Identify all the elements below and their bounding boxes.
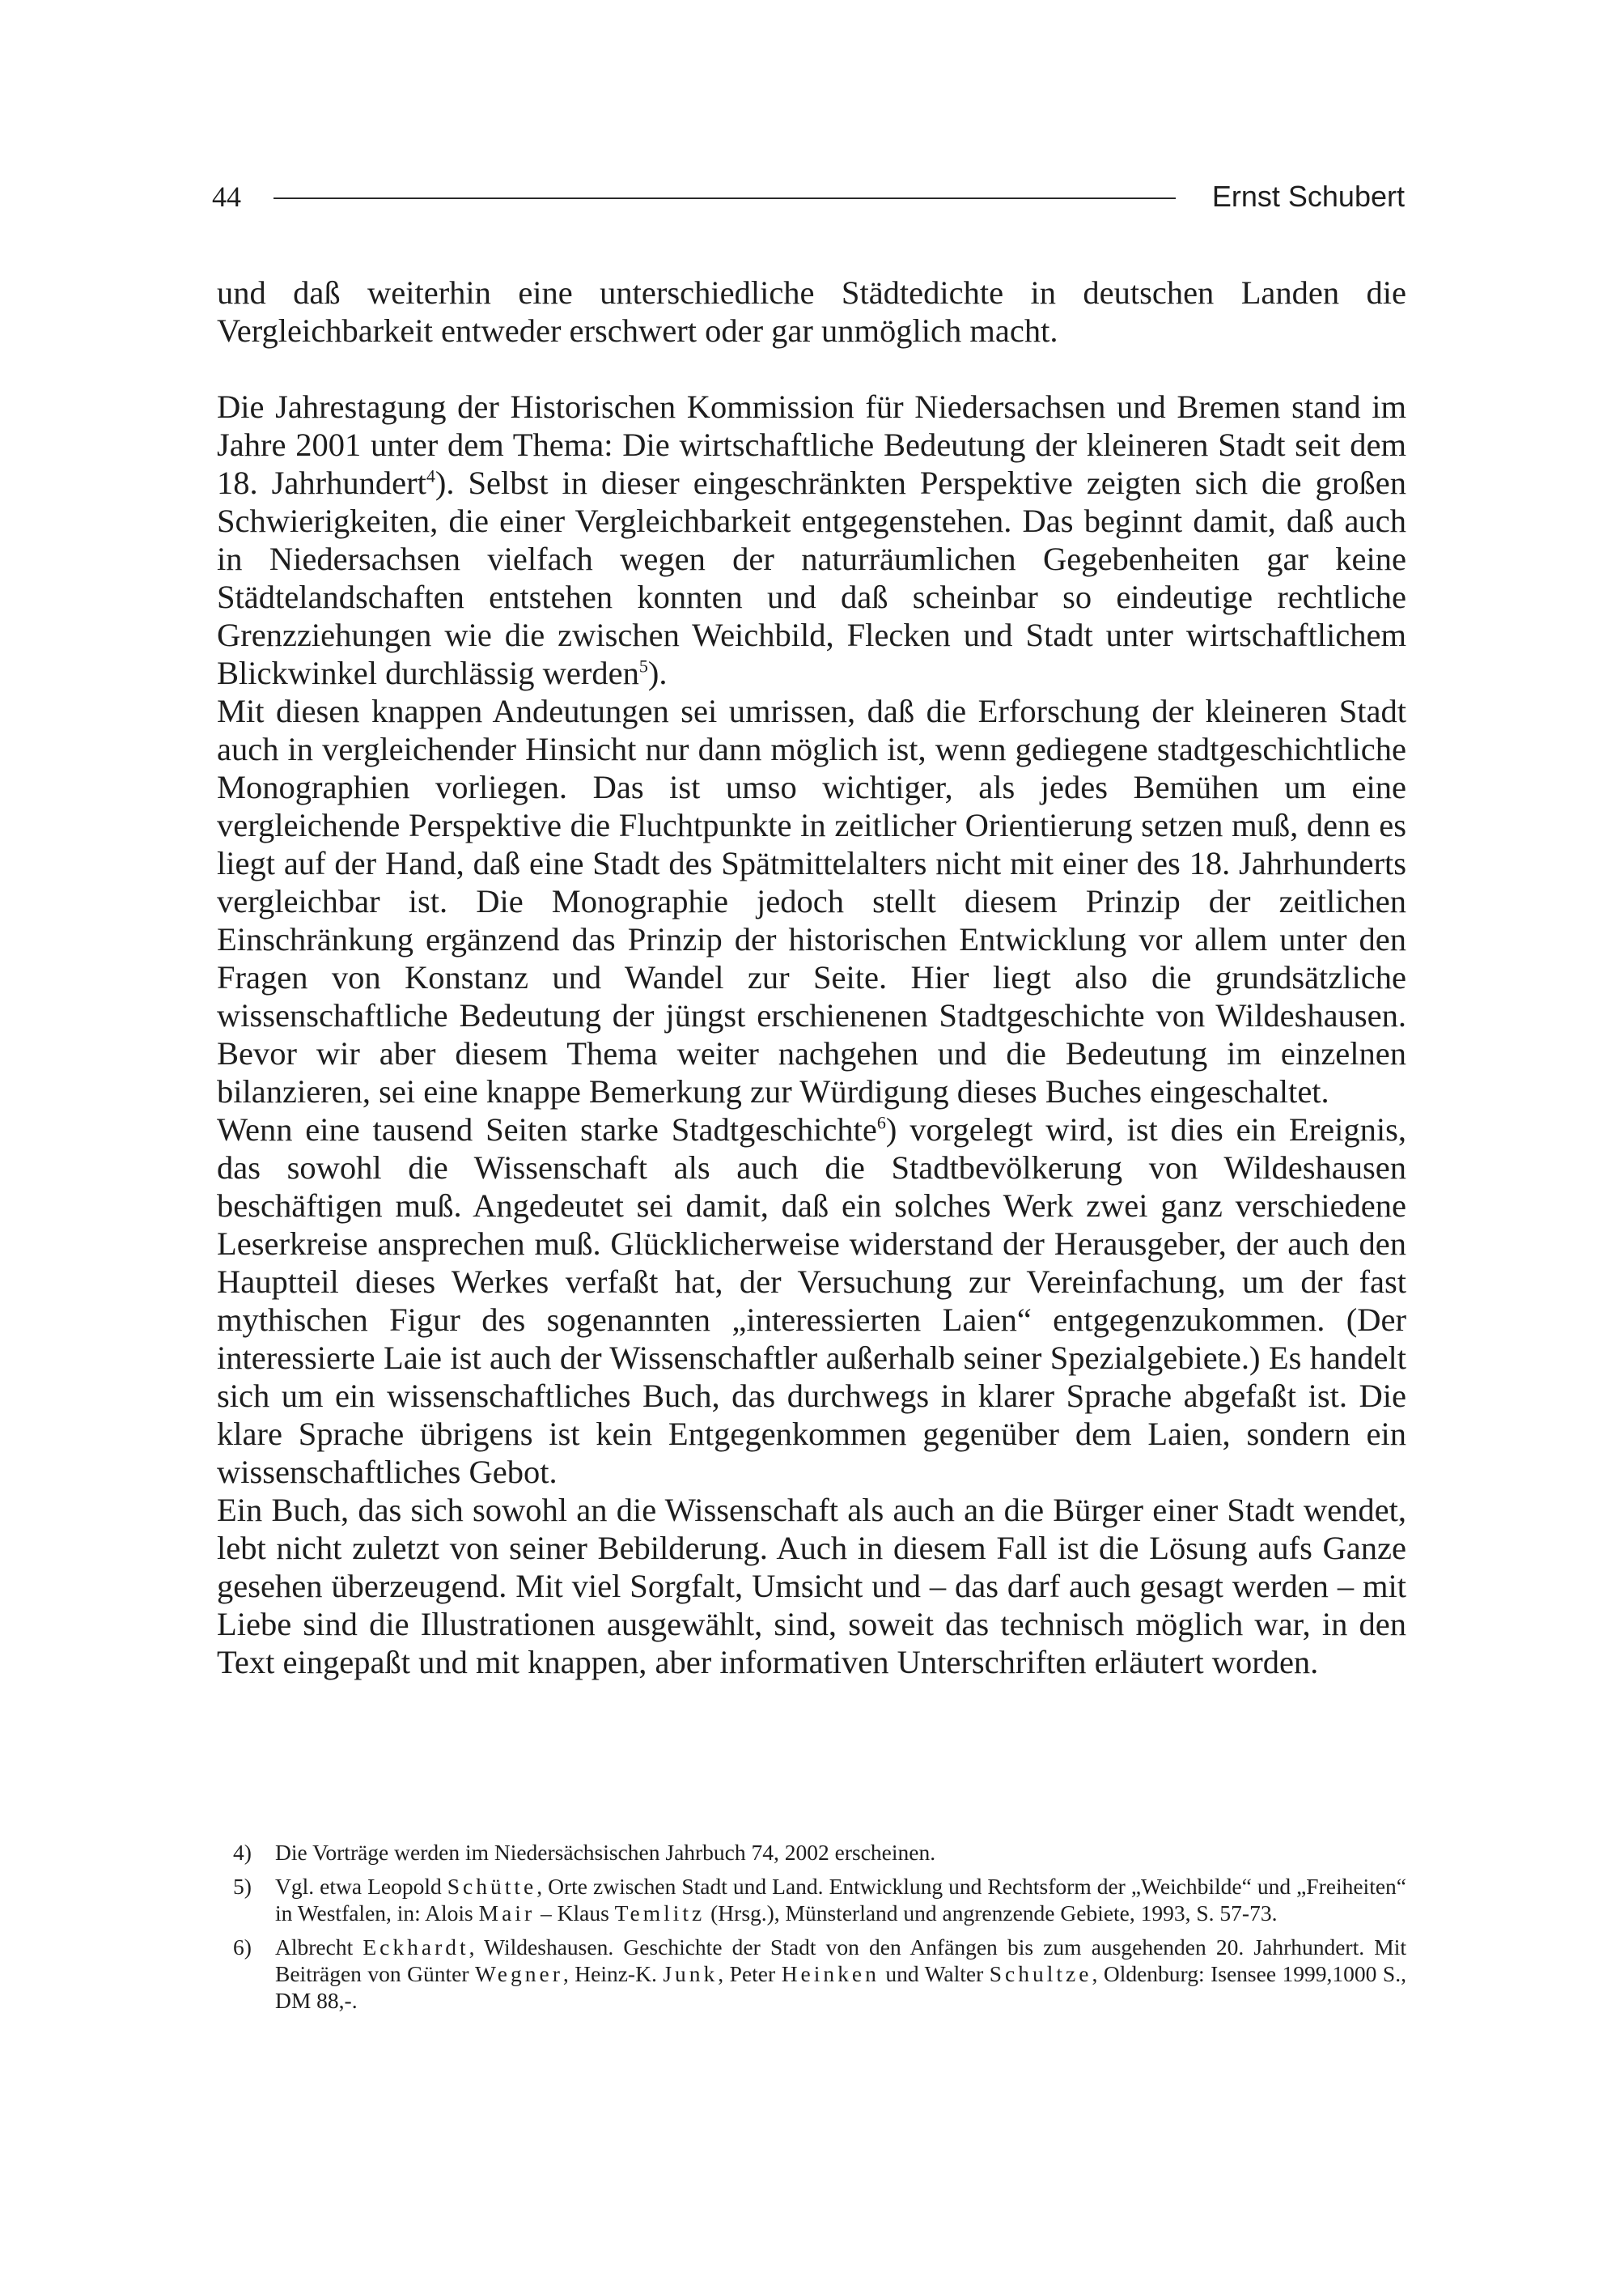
page-header: [212, 176, 1405, 217]
footnote-ref-5: 5: [638, 656, 648, 677]
footnote-ref-6: 6: [876, 1112, 886, 1133]
author-name: Wegner: [475, 1961, 563, 1986]
footnotes: [233, 1839, 1406, 2021]
footnote-number: 5): [233, 1874, 252, 1899]
author-name: Schultze: [989, 1961, 1092, 1986]
author-name: Mair: [478, 1900, 536, 1926]
author-name: Schütte: [447, 1874, 537, 1899]
footnote-ref-4: 4: [426, 465, 435, 486]
author-name: Heinken: [781, 1961, 880, 1986]
paragraph-1: und daß weiterhin eine unterschiedliche Städtedichte in deutschen Landen die Vergleichbarkeit entweder erschwert oder gar unmöglich macht.: [217, 274, 1406, 349]
page-number: 44: [212, 180, 241, 213]
paragraph-4: Wenn eine tausend Seiten starke Stadtgeschichte$^6$) vorgelegt wird, ist dies ein Ereignis, das sowohl die Wissenschaft als auch die Stadtbevölkerung von Wildeshausen beschäftigen muß. Angedeutet sei damit, daß ein solches Werk zwei ganz verschiedene Leserkreise ansprechen muß. Glücklicherweise widerstand der Herausgeber, der auch den Hauptteil dieses Werkes verfaßt hat, der Versuchung zur Vereinfachung, um der fast mythischen Figur des sogenannten „interessierten Laien“ entgegenzukommen. (Der interessierte Laie ist auch der Wissenschaftler außerhalb seiner Spezialgebiete.) Es handelt sich um ein wissenschaftliches Buch, das durchwegs in klarer Sprache abgefaßt ist. Die klare Sprache übrigens ist kein Entgegenkommen gegenüber dem Laien, sondern ein wissenschaftliches Gebot.: [217, 1111, 1407, 1490]
footnote-6: [233, 1934, 1406, 2014]
footnote-5: [233, 1873, 1406, 1926]
paragraph-5: Ein Buch, das sich sowohl an die Wissenschaft als auch an die Bürger einer Stadt wendet, lebt nicht zuletzt von seiner Bebilderung. Auch in diesem Fall ist die Lösung aufs Ganze gesehen überzeugend. Mit viel Sorgfalt, Umsicht und – das darf auch gesagt werden – mit Liebe sind die Illustrationen ausgewählt, sind, soweit das technisch möglich war, in den Text eingepaßt und mit knappen, aber informativen Unterschriften erläutert worden.: [217, 1492, 1406, 1680]
footnote-text: Albrecht Eckhardt, Wildeshausen. Geschichte der Stadt von den Anfängen bis zum ausgehenden 20. Jahrhundert. Mit Beiträgen von Günter Wegner, Heinz-K. Junk, Peter Heinken und Walter Schultze, Oldenburg: Isensee 1999,1000 S., DM 88,-.: [275, 1934, 1406, 2013]
author-name: Eckhardt: [363, 1934, 469, 1960]
body-text: [217, 274, 1406, 1681]
author-name: Junk: [663, 1961, 719, 1986]
paragraph-2: Die Jahrestagung der Historischen Kommission für Niedersachsen und Bremen stand im Jahre 2001 unter dem Thema: Die wirtschaftliche Bedeutung der kleineren Stadt seit dem 18. Jahrhundert$^4$). Selbst in dieser eingeschränkten Perspektive zeigten sich die großen Schwierigkeiten, die einer Vergleichbarkeit entgegenstehen. Das beginnt damit, daß auch in Niedersachsen vielfach wegen der naturräumlichen Gegebenheiten gar keine Städtelandschaften entstehen konnten und daß scheinbar so eindeutige rechtliche Grenzziehungen wie die zwischen Weichbild, Flecken und Stadt unter wirtschaftlichem Blickwinkel durchlässig werden$^5$).: [217, 389, 1406, 691]
header-rule: [273, 197, 1176, 199]
author-name: Temlitz: [614, 1900, 706, 1926]
footnote-4: [233, 1839, 1406, 1866]
footnote-number: 4): [233, 1840, 252, 1865]
footnote-text: Die Vorträge werden im Niedersächsischen Jahrbuch 74, 2002 erscheinen.: [275, 1840, 936, 1865]
footnote-text: Vgl. etwa Leopold Schütte, Orte zwischen Stadt und Land. Entwicklung und Rechtsform der „Weichbilde“ und „Freiheiten“ in Westfalen, in: Alois Mair – Klaus Temlitz (Hrsg.), Münsterland und angrenzende Gebiete, 1993, S. 57-73.: [275, 1874, 1406, 1926]
paragraph-3: Mit diesen knappen Andeutungen sei umrissen, daß die Erforschung der kleineren Stadt auch in vergleichender Hinsicht nur dann möglich ist, wenn gediegene stadtgeschichtliche Monographien vorliegen. Das ist umso wichtiger, als jedes Bemühen um eine vergleichende Perspektive die Fluchtpunkte in zeitlicher Orientierung setzen muß, denn es liegt auf der Hand, daß eine Stadt des Spätmittelalters nicht mit einer des 18. Jahrhunderts vergleichbar ist. Die Monographie jedoch stellt diesem Prinzip der zeitlichen Einschränkung ergänzend das Prinzip der historischen Entwicklung vor allem unter den Fragen von Konstanz und Wandel zur Seite. Hier liegt also die grundsätzliche wissenschaftliche Bedeutung der jüngst erschienenen Stadtgeschichte von Wildeshausen. Bevor wir aber diesem Thema weiter nachgehen und die Bedeutung im einzelnen bilanzieren, sei eine knappe Bemerkung zur Würdigung dieses Buches eingeschaltet.: [217, 693, 1406, 1110]
footnote-number: 6): [233, 1934, 252, 1960]
running-head-author: Ernst Schubert: [1211, 180, 1405, 213]
